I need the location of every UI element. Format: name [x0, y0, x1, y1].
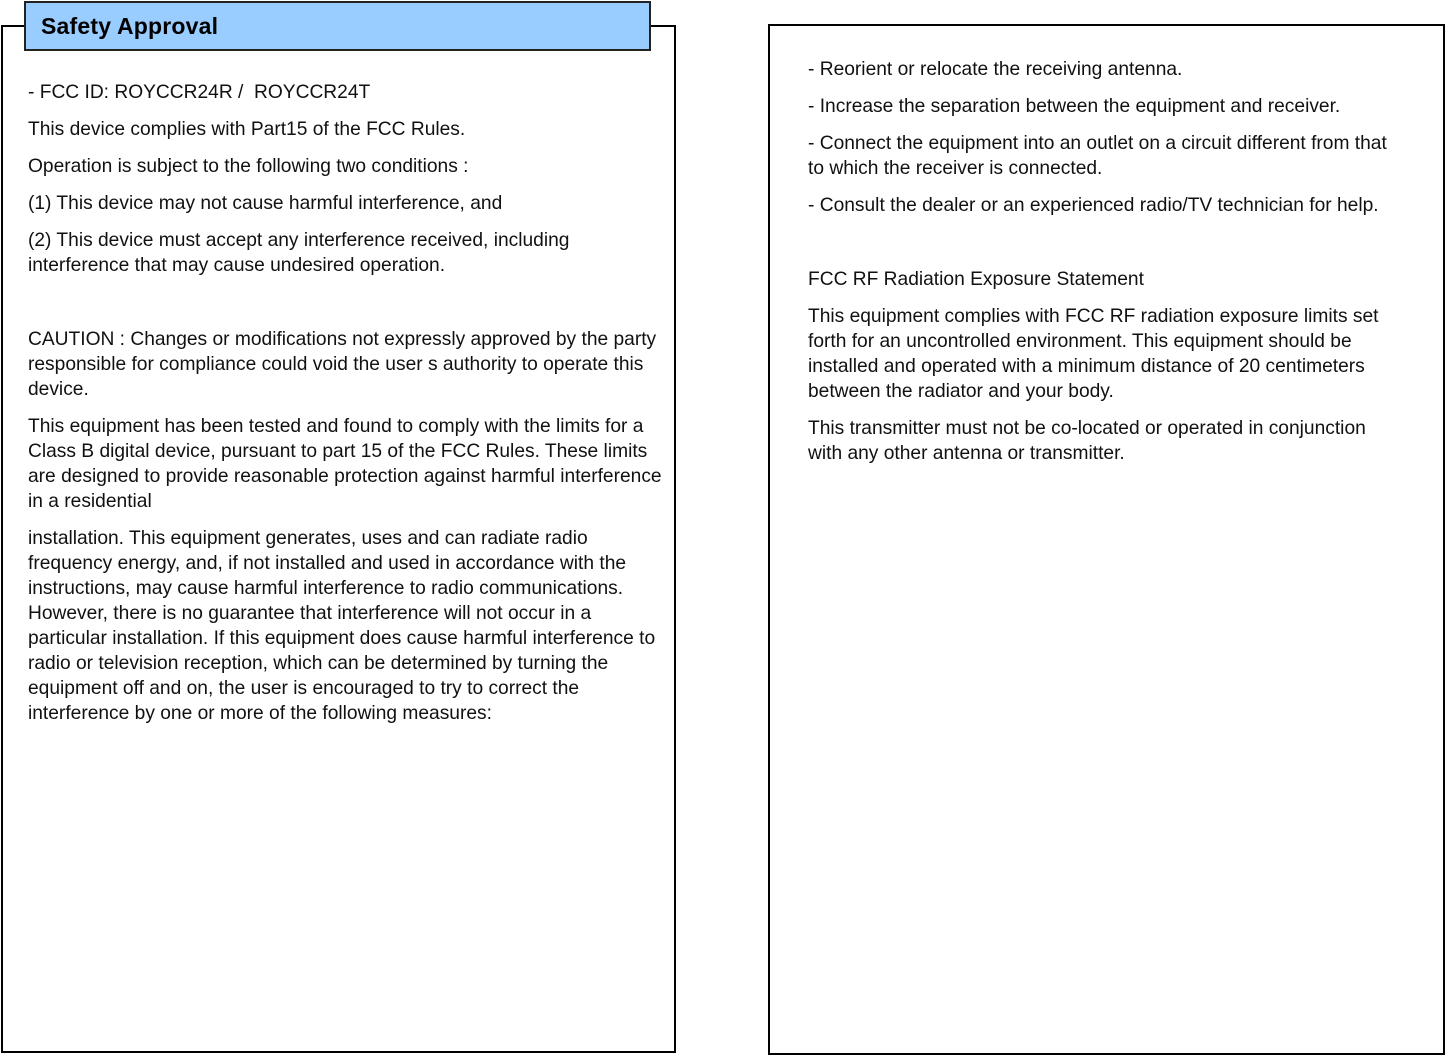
- measure-item: - Increase the separation between the equipment and receiver.: [808, 96, 1341, 117]
- complies-statement: This device complies with Part15 of the FCC Rules.: [28, 119, 466, 140]
- section-header: [24, 1, 651, 51]
- spacer: [808, 230, 1404, 255]
- rf-exposure-statement: This equipment complies with FCC RF radiation exposure limits set forth for an uncontrolled environment. This equipment should be installed and operated with a minimum distance of 20 centimeters between the radiator and your body.: [808, 306, 1384, 402]
- right-panel-content: [808, 57, 1404, 478]
- caution-paragraph: CAUTION : Changes or modifications not expressly approved by the party responsible for compliance could void the user s authority to operate this device.: [28, 329, 662, 400]
- rf-exposure-heading: FCC RF Radiation Exposure Statement: [808, 269, 1144, 290]
- tested-paragraph: This equipment has been tested and found to comply with the limits for a Class B digital device, pursuant to part 15 of the FCC Rules. These limits are designed to provide reasonable protection against harmful interference in a residential: [28, 416, 667, 512]
- installation-paragraph: installation. This equipment generates, uses and can radiate radio frequency energy, and, if not installed and used in accordance with the instructions, may cause harmful interference to radio communications. However, there is no guarantee that interference will not occur in a particular installation. If this equipment does cause harmful interference to radio or television reception, which can be determined by turning the equipment off and on, the user is encouraged to try to correct the interference by one or more of the following measures:: [28, 528, 661, 724]
- conditions-intro: Operation is subject to the following two conditions :: [28, 156, 469, 177]
- measure-item: - Connect the equipment into an outlet on a circuit different from that to which the receiver is connected.: [808, 133, 1393, 179]
- condition-1: (1) This device may not cause harmful interference, and: [28, 193, 503, 214]
- spacer: [28, 290, 668, 315]
- measure-item: - Consult the dealer or an experienced radio/TV technician for help.: [808, 195, 1379, 216]
- fcc-id-line: - FCC ID: ROYCCR24R / ROYCCR24T: [28, 82, 371, 103]
- section-title: Safety Approval: [41, 12, 219, 39]
- condition-2: (2) This device must accept any interference received, including interference that may cause undesired operation.: [28, 230, 575, 276]
- left-panel-content: [28, 80, 668, 738]
- colocation-statement: This transmitter must not be co-located or operated in conjunction with any other antenna or transmitter.: [808, 418, 1372, 464]
- measure-item: - Reorient or relocate the receiving antenna.: [808, 59, 1183, 80]
